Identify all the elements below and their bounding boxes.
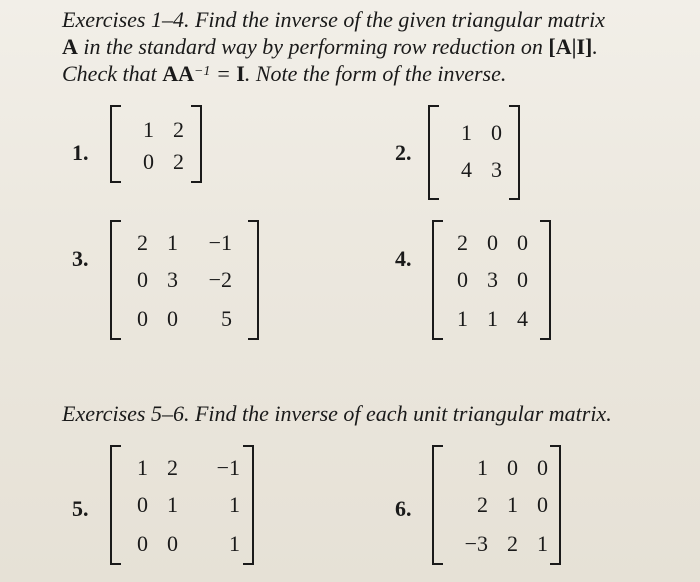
exercise-number: 6. xyxy=(395,496,412,521)
matrix-entry: 2 xyxy=(167,455,178,480)
matrix-entry: 1 xyxy=(167,230,178,255)
bracket-corner xyxy=(243,563,252,565)
bracket-corner xyxy=(434,563,443,565)
bracket-corner xyxy=(112,105,121,107)
exercise-number: 5. xyxy=(72,496,89,521)
matrix-entry: 3 xyxy=(167,267,178,292)
matrix-entry: 0 xyxy=(167,306,178,331)
matrix-entry: 0 xyxy=(517,230,528,255)
equals-sign: = xyxy=(210,61,237,86)
matrix-entry: −1 xyxy=(208,230,232,255)
matrix-entry: 1 xyxy=(137,455,148,480)
matrix-entry: −3 xyxy=(464,531,488,556)
matrix-entry: 0 xyxy=(457,267,468,292)
matrix-entry: 0 xyxy=(167,531,178,556)
instruction-line-3-end: . Note the form of the inverse. xyxy=(244,61,507,86)
matrix xyxy=(432,220,551,340)
matrix-entry: 0 xyxy=(517,267,528,292)
matrix-entry: 2 xyxy=(507,531,518,556)
matrix xyxy=(110,105,202,183)
bracket-corner xyxy=(509,105,518,107)
matrix-entry: 1 xyxy=(487,306,498,331)
exercise-number: 4. xyxy=(395,246,412,271)
exercises-5-6-instructions: Exercises 5–6. Find the inverse of each unit triangular matrix. xyxy=(62,401,612,426)
bracket-corner xyxy=(112,445,121,447)
bracket-corner xyxy=(248,220,257,222)
bracket-corner xyxy=(243,445,252,447)
matrix-entry: 2 xyxy=(173,149,184,174)
matrix xyxy=(110,445,254,565)
matrix-entry: 0 xyxy=(537,455,548,480)
bracket-corner xyxy=(191,181,200,183)
matrix-entry: 0 xyxy=(137,531,148,556)
bracket-corner xyxy=(509,198,518,200)
matrix-entry: 1 xyxy=(143,117,154,142)
matrix-entry: −2 xyxy=(208,267,232,292)
exercise-number: 2. xyxy=(395,140,412,165)
bracket-corner xyxy=(430,198,439,200)
matrix-entry: 0 xyxy=(137,267,148,292)
matrix-entry: 0 xyxy=(507,455,518,480)
matrix-entry: −1 xyxy=(216,455,240,480)
bracket-corner xyxy=(434,220,443,222)
bracket-corner xyxy=(112,338,121,340)
matrix-entry: 0 xyxy=(137,306,148,331)
matrix-entry: 2 xyxy=(457,230,468,255)
bracket-corner xyxy=(550,445,559,447)
matrix-entry: 0 xyxy=(537,492,548,517)
instruction-line-1: Exercises 1–4. Find the inverse of the given triangular matrix xyxy=(62,7,605,32)
matrix-entry: 5 xyxy=(221,306,232,331)
matrix-entry: 2 xyxy=(477,492,488,517)
matrix-entry: 4 xyxy=(517,306,528,331)
matrix-entry: 0 xyxy=(487,230,498,255)
instruction-line-2 xyxy=(62,33,692,60)
instruction-line-3 xyxy=(62,60,692,87)
bracket-corner xyxy=(540,338,549,340)
bracket-corner xyxy=(434,338,443,340)
matrix-entry: 2 xyxy=(173,117,184,142)
matrix-entry: 0 xyxy=(137,492,148,517)
matrix-entry: 0 xyxy=(491,120,502,145)
bracket-corner xyxy=(248,338,257,340)
instruction-line-3-prefix: Check that xyxy=(62,61,163,86)
augmented-matrix-symbol: [A|I] xyxy=(548,34,593,59)
matrix xyxy=(110,220,259,340)
identity-symbol: I xyxy=(236,61,245,86)
bracket-corner xyxy=(550,563,559,565)
matrix xyxy=(428,105,520,200)
exercise-number: 3. xyxy=(72,246,89,271)
matrix-entry: 1 xyxy=(537,531,548,556)
matrix-entry: 2 xyxy=(137,230,148,255)
bracket-corner xyxy=(191,105,200,107)
inverse-superscript: −1 xyxy=(193,64,211,79)
matrix-entry: 4 xyxy=(461,157,472,182)
bracket-corner xyxy=(112,220,121,222)
exercises-1-4-instructions xyxy=(62,6,692,87)
exercise-number: 1. xyxy=(72,140,89,165)
matrix xyxy=(432,445,561,565)
matrix-entry: 1 xyxy=(167,492,178,517)
bracket-corner xyxy=(112,181,121,183)
matrix-a-symbol: A xyxy=(62,34,78,59)
bracket-corner xyxy=(430,105,439,107)
matrix-entry: 3 xyxy=(491,157,502,182)
bracket-corner xyxy=(434,445,443,447)
instruction-line-2-end: . xyxy=(592,34,598,59)
matrix-entry: 1 xyxy=(477,455,488,480)
bracket-corner xyxy=(112,563,121,565)
bracket-corner xyxy=(540,220,549,222)
matrix-entry: 1 xyxy=(461,120,472,145)
instruction-line-2-text: in the standard way by performing row reduction on xyxy=(77,34,549,59)
matrix-entry: 0 xyxy=(143,149,154,174)
matrix-entry: 3 xyxy=(487,267,498,292)
matrix-entry: 1 xyxy=(507,492,518,517)
matrix-entry: 1 xyxy=(229,531,240,556)
matrix-entry: 1 xyxy=(229,492,240,517)
matrix-entry: 1 xyxy=(457,306,468,331)
aa-symbol: AA xyxy=(162,61,194,86)
